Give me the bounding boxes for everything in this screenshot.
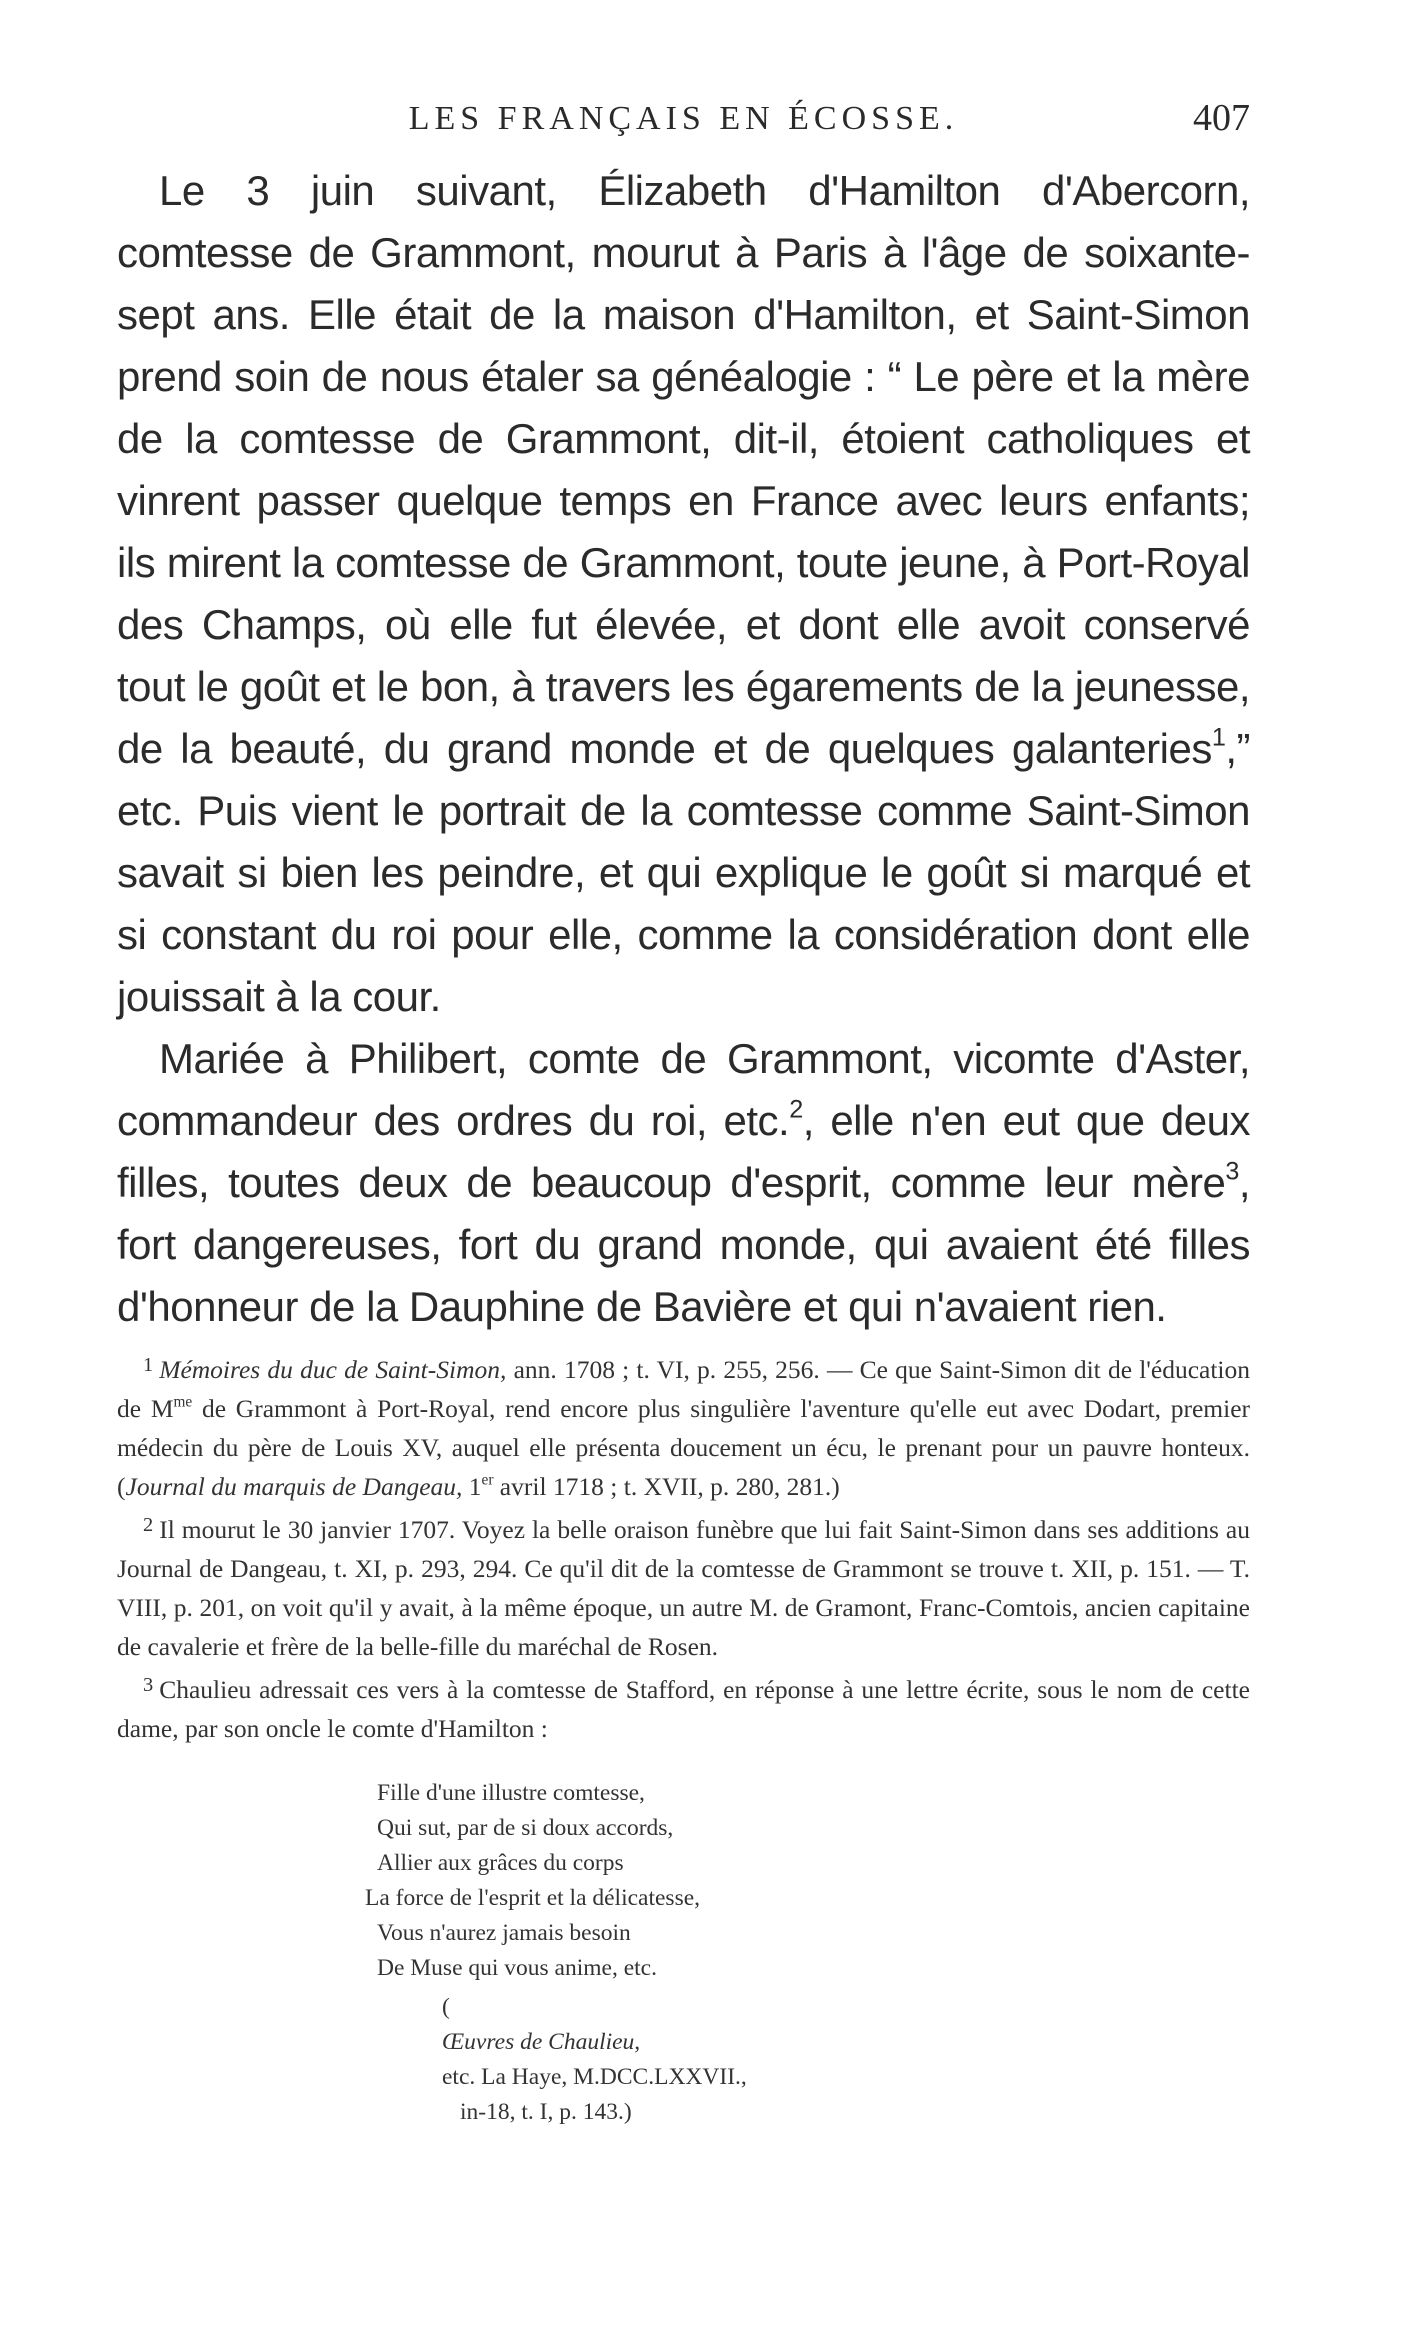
footnote-1 bbox=[117, 1346, 1250, 1506]
poem-line: Allier aux grâces du corps bbox=[377, 1850, 624, 1877]
poem-line: Vous n'aurez jamais besoin bbox=[377, 1920, 631, 1947]
poem bbox=[365, 1776, 1250, 1986]
poem-line: Fille d'une illustre comtesse, bbox=[377, 1780, 645, 1807]
poem-line: De Muse qui vous anime, etc. bbox=[377, 1955, 657, 1982]
footnote-2 bbox=[117, 1506, 1250, 1666]
footnote-3 bbox=[117, 1666, 1250, 1748]
footnote-3-mark: 3 bbox=[143, 1674, 154, 1697]
footnotes bbox=[117, 1346, 1250, 2130]
paragraph-2-text-b: , elle n'en eut que deux filles, toutes deux de beaucoup d'esprit, comme leur mère bbox=[117, 1097, 1250, 1206]
poem-line: La force de l'esprit et la délicatesse, bbox=[365, 1885, 701, 1912]
footnote-1-journal: Journal du marquis de Dangeau, bbox=[125, 1472, 463, 1502]
poem-line: Qui sut, par de si doux accords, bbox=[377, 1815, 674, 1842]
paragraph-2-text-c: , fort dangereuses, fort du grand monde, qui avaient été filles d'honneur de la Dauphine de Bavière et qui n'avaient rien. bbox=[117, 1159, 1250, 1330]
poem-source-line-2: in-18, t. I, p. 143.) bbox=[460, 2099, 632, 2126]
running-title: LES FRANÇAIS EN ÉCOSSE. bbox=[408, 100, 959, 137]
main-text bbox=[117, 160, 1250, 1338]
poem-source-open: ( bbox=[442, 1994, 450, 2021]
footnote-1-mark: 1 bbox=[143, 1354, 154, 1376]
footnote-1-title: Mémoires du duc de Saint-Simon, bbox=[159, 1355, 507, 1385]
footnote-2-text: Il mourut le 30 janvier 1707. Voyez la belle oraison funèbre que lui fait Saint-Simon dans ses additions au Journal de Dangeau, t. XI, p. 293, 294. Ce qu'il dit de la comtesse de Grammont se trouve t. XII, p. 151. — T. VIII, p. 201, on voit qu'il y avait, à la même époque, un autre M. de Gramont, Franc-Comtois, ancien capitaine de cavalerie et frère de la belle-fille du maréchal de Rosen. bbox=[117, 1515, 1250, 1662]
footnote-1-text-d: avril 1718 ; t. XVII, p. 280, 281.) bbox=[493, 1472, 840, 1502]
footnote-ref-1: 1 bbox=[1211, 723, 1226, 752]
paragraph-1 bbox=[117, 160, 1250, 1028]
paragraph-2 bbox=[117, 1028, 1250, 1338]
footnote-1-mme: me bbox=[173, 1393, 193, 1411]
footnote-1-text-c: 1 bbox=[462, 1472, 482, 1502]
paragraph-1-text-a: Le 3 juin suivant, Élizabeth d'Hamilton d'Abercorn, comtesse de Grammont, mourut à Paris à l'âge de soixante-sept ans. Elle était de la maison d'Hamilton, et Saint-Simon prend soin de nous étaler sa généalogie : “ Le père et la mère de la comtesse de Grammont, dit-il, étoient catholiques et vinrent passer quelque temps en France avec leurs enfants; ils mirent la comtesse de Grammont, toute jeune, à Port-Royal des Champs, où elle fut élevée, et dont elle avoit conservé tout le goût et le bon, à travers les égarements de la jeunesse, de la beauté, du grand monde et de quelques galanteries bbox=[117, 167, 1250, 772]
footnote-3-text: Chaulieu adressait ces vers à la comtesse de Stafford, en réponse à une lettre écrite, sous le nom de cette dame, par son oncle le comte d'Hamilton : bbox=[117, 1675, 1250, 1744]
running-header bbox=[117, 92, 1250, 142]
footnote-ref-3: 3 bbox=[1225, 1157, 1239, 1186]
page-number: 407 bbox=[1193, 97, 1250, 139]
poem-source-text-a: etc. La Haye, M.DCC.LXXVII., bbox=[442, 2064, 747, 2091]
poem-source-title: Œuvres de Chaulieu, bbox=[442, 2029, 641, 2056]
footnote-1-er: er bbox=[481, 1471, 494, 1489]
poem-source-line-1 bbox=[442, 1990, 1250, 2095]
footnote-2-mark: 2 bbox=[143, 1514, 154, 1537]
footnote-ref-2: 2 bbox=[789, 1095, 803, 1124]
paragraph-2-text-a: Mariée à Philibert, comte de Grammont, vicomte d'Aster, commandeur des ordres du roi, etc. bbox=[117, 1035, 1250, 1144]
footnote-1-text-b: de Grammont à Port-Royal, rend encore plus singulière l'aventure qu'elle eut avec Dodart, premier médecin du père de Louis XV, auquel elle présenta doucement un écu, le prenant pour un pauvre honteux. ( bbox=[117, 1394, 1250, 1502]
footnote-1-text-a: ann. 1708 ; t. VI, p. 255, 256. — Ce que Saint-Simon dit de l'éducation de M bbox=[117, 1355, 1250, 1424]
paragraph-1-text-b: ,” etc. Puis vient le portrait de la comtesse comme Saint-Simon savait si bien les peindre, et qui explique le goût si marqué et si constant du roi pour elle, comme la considération dont elle jouissait à la cour. bbox=[117, 725, 1250, 1020]
poem-source bbox=[442, 1990, 1250, 2130]
